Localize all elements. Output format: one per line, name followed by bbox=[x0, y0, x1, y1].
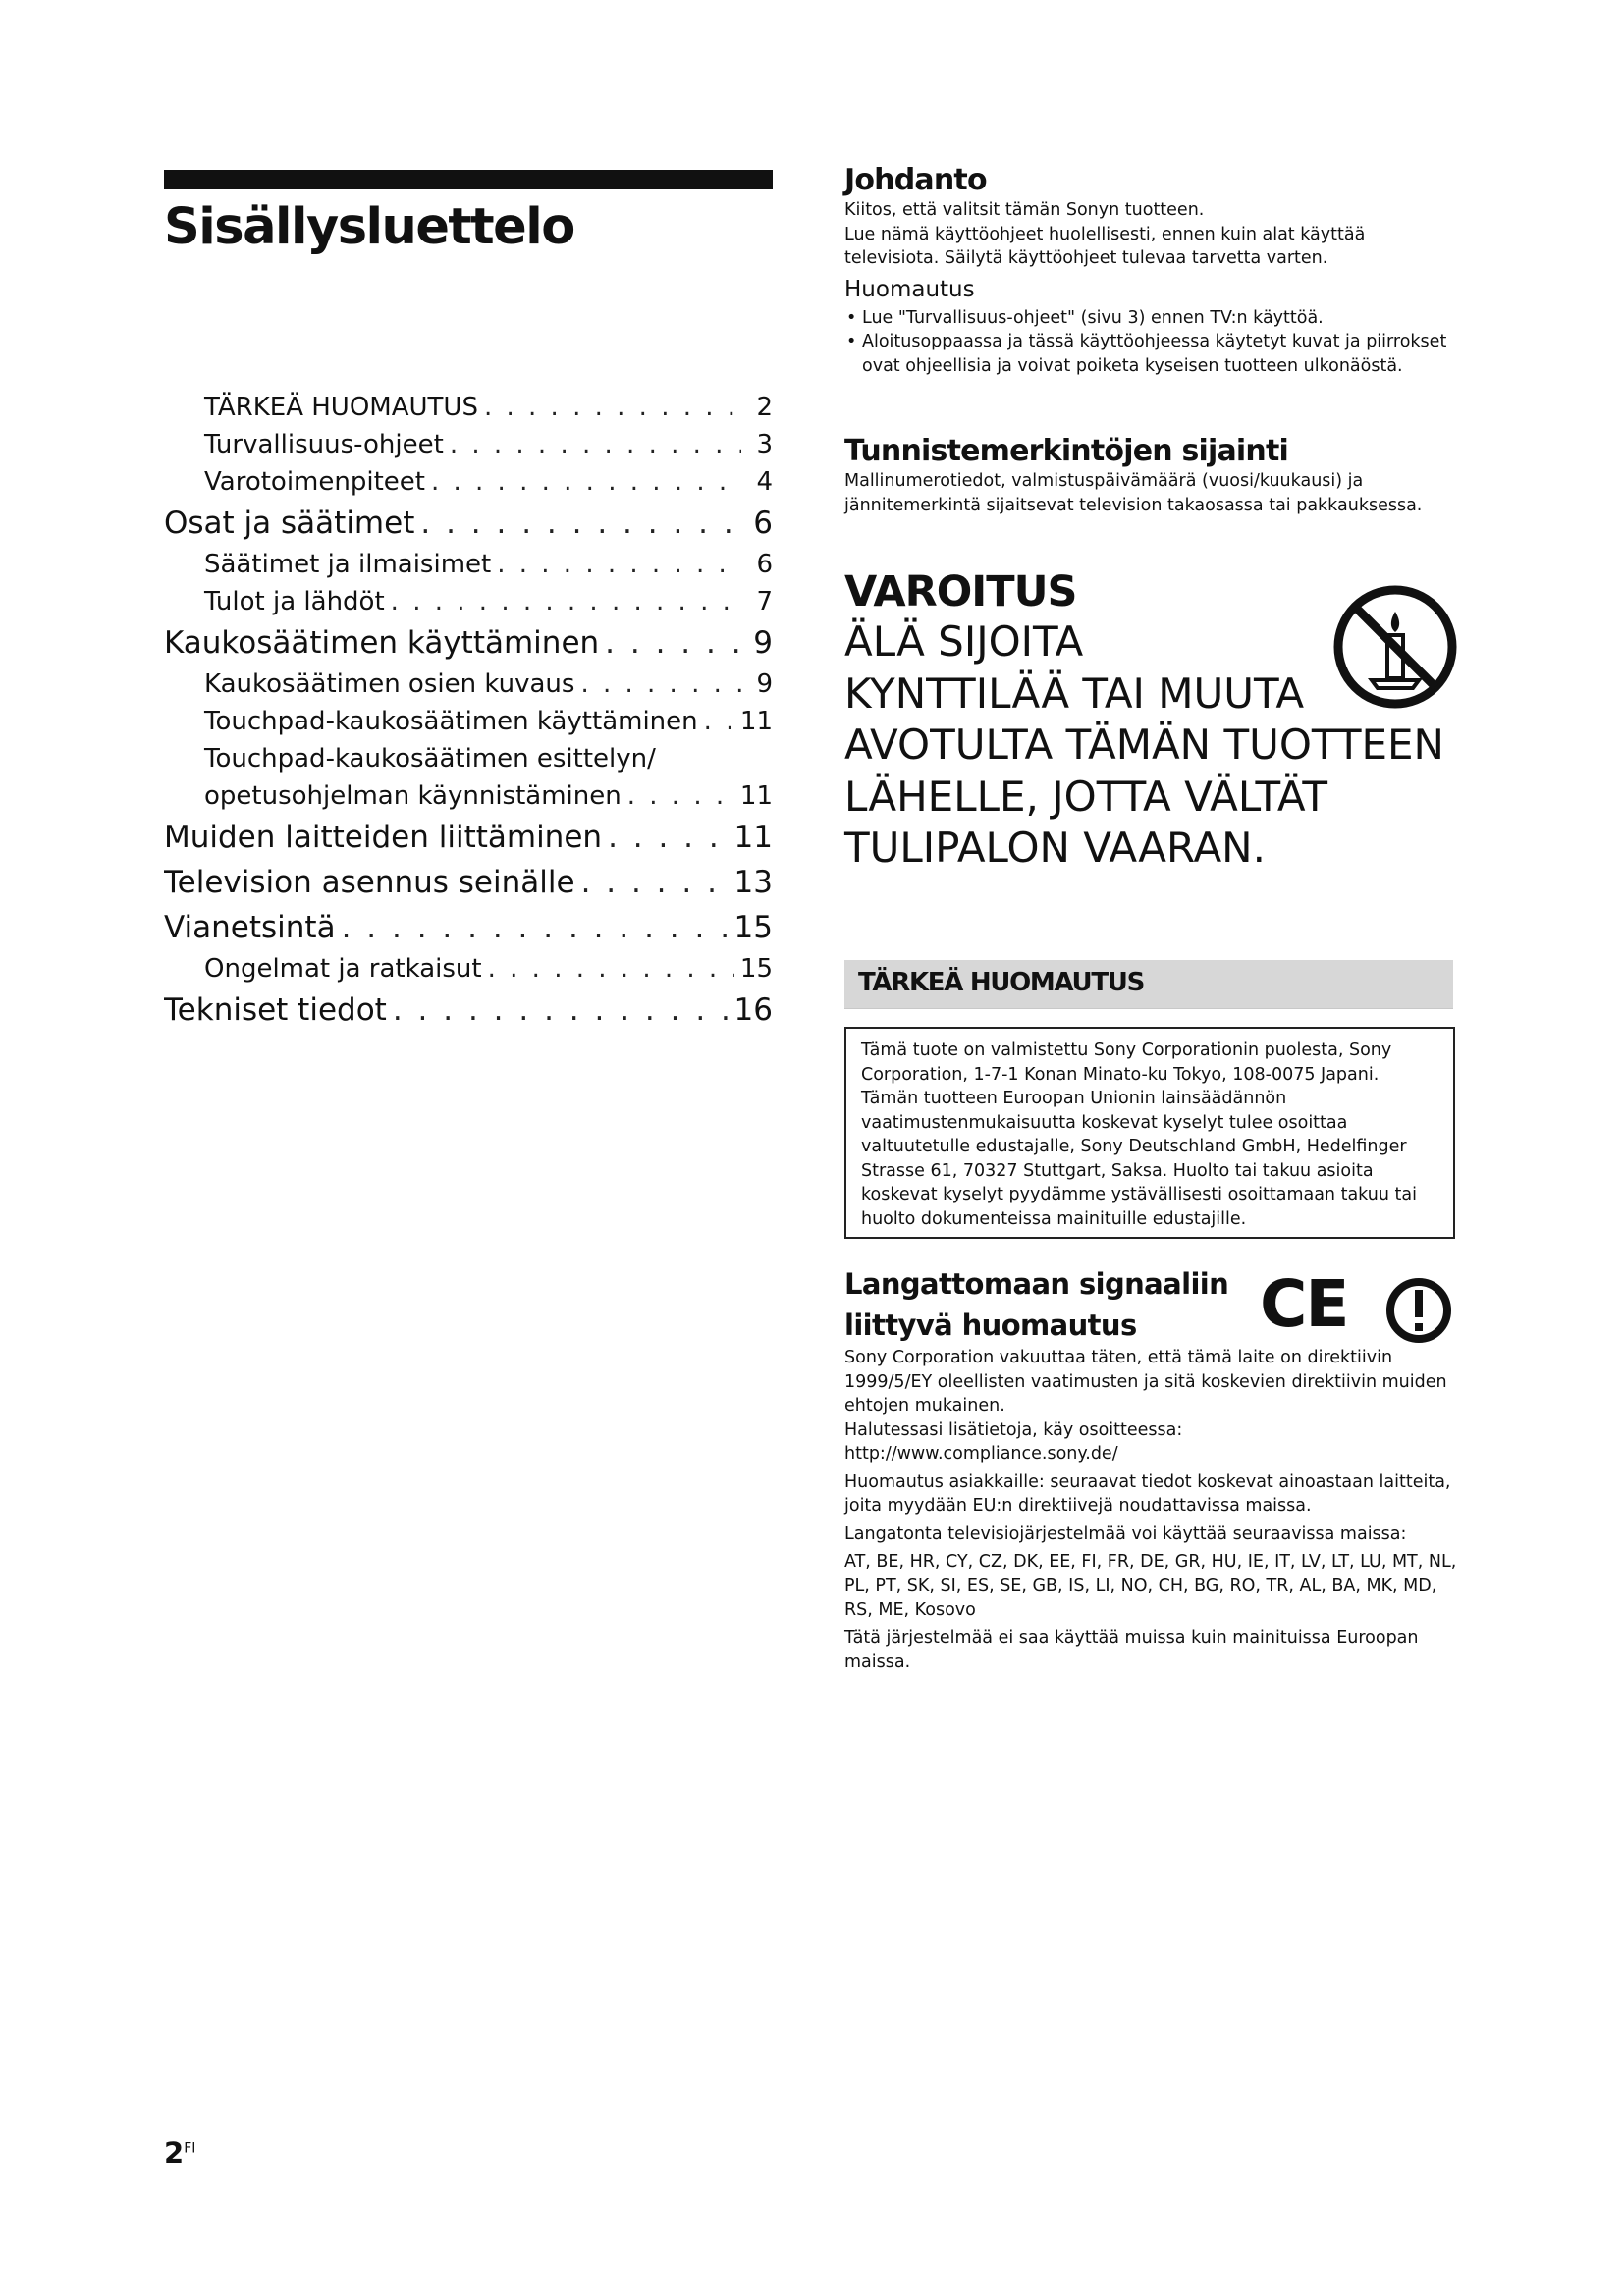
warning-line: LÄHELLE, JOTTA VÄLTÄT bbox=[844, 772, 1328, 821]
toc-entry-title: Kaukosäätimen käyttäminen bbox=[164, 625, 600, 661]
page-number-value: 2 bbox=[164, 2136, 185, 2169]
toc-leader-dots bbox=[580, 666, 741, 703]
toc-entry[interactable] bbox=[164, 546, 773, 583]
important-text: Tämä tuote on valmistettu Sony Corporationin puolesta, Sony Corporation, 1-7-1 Konan Minato-ku Tokyo, 108-0075 Japani. Tämän tuotteen Euroopan Unionin lainsäädännön vaatimustenmukaisuutta koskevat kyselyt tulee osoittaa valtuutetulle edustajalle, Sony Deutschland GmbH, Hedelfinger Strasse 61, 70327 Stuttgart, Saksa. Huolto tai takuu asioita koskevat kyselyt pyydämme ystävällisesti osoittamaan takuu tai huolto dokumenteissa mainituille edustajille. bbox=[861, 1041, 1417, 1229]
important-heading-bar bbox=[844, 960, 1453, 1009]
note-list bbox=[844, 306, 1463, 379]
important-heading: TÄRKEÄ HUOMAUTUS bbox=[858, 968, 1144, 997]
ce-mark: CE bbox=[1260, 1266, 1348, 1342]
toc-leader-dots bbox=[608, 815, 728, 860]
page-number bbox=[164, 2136, 195, 2169]
toc-entry-page: 7 bbox=[756, 587, 773, 616]
toc-entry[interactable] bbox=[164, 777, 773, 815]
toc-leader-dots bbox=[420, 501, 741, 546]
intro-heading: Johdanto bbox=[844, 163, 987, 197]
wireless-declaration: Sony Corporation vakuuttaa täten, että tämä laite on direktiivin 1999/5/EY oleellisten vaatimusten ja sitä koskevien direktiivin muiden ehtojen mukainen. Halutessasi lisätietoja, käy osoitteessa: http://www.compliance.sony.de/ bbox=[844, 1348, 1447, 1464]
toc-entry-title: Touchpad-kaukosäätimen esittelyn/ bbox=[204, 744, 656, 774]
toc-entry[interactable] bbox=[164, 703, 773, 740]
wireless-heading bbox=[844, 1263, 1457, 1346]
toc-leader-dots bbox=[627, 777, 734, 815]
toc-leader-dots bbox=[342, 905, 729, 950]
label-location-heading: Tunnistemerkintöjen sijainti bbox=[844, 434, 1288, 468]
toc-entry[interactable] bbox=[164, 950, 773, 988]
table-of-contents bbox=[164, 389, 773, 1033]
no-candle-icon bbox=[1330, 582, 1460, 712]
toc-entry-page: 3 bbox=[756, 430, 773, 459]
page-language-code: FI bbox=[184, 2140, 196, 2157]
toc-leader-dots bbox=[393, 988, 729, 1033]
toc-entry-page: 2 bbox=[756, 393, 773, 422]
toc-entry-title: Television asennus seinälle bbox=[164, 865, 575, 900]
toc-entry-page: 15 bbox=[733, 910, 773, 945]
toc-leader-dots bbox=[450, 426, 741, 463]
toc-entry-page: 11 bbox=[739, 707, 773, 736]
toc-entry-title: Vianetsintä bbox=[164, 910, 336, 945]
wireless-heading-line: liittyvä huomautus bbox=[844, 1308, 1137, 1342]
warning-line: ÄLÄ SIJOITA bbox=[844, 617, 1084, 666]
toc-entry-title: opetusohjelman käynnistäminen bbox=[204, 781, 622, 811]
label-location-section bbox=[844, 434, 1463, 517]
toc-leader-dots bbox=[497, 546, 741, 583]
toc-entry-title: TÄRKEÄ HUOMAUTUS bbox=[204, 393, 478, 422]
toc-entry-title: Kaukosäätimen osien kuvaus bbox=[204, 669, 575, 699]
important-notice-box bbox=[844, 1027, 1455, 1239]
note-item: • Aloitusoppaassa ja tässä käyttöohjeessa käytetyt kuvat ja piirrokset ovat ohjeellisia ja voivat poiketa kyseisen tuotteen ulkonäöstä. bbox=[844, 330, 1463, 378]
toc-entry-first-line[interactable] bbox=[164, 740, 773, 777]
wireless-restriction: Tätä järjestelmää ei saa käyttää muissa kuin mainituissa Euroopan maissa. bbox=[844, 1628, 1419, 1672]
toc-leader-dots bbox=[488, 950, 734, 988]
toc-entry-title: Ongelmat ja ratkaisut bbox=[204, 954, 482, 984]
toc-entry-page: 9 bbox=[756, 669, 773, 699]
warning-line: AVOTULTA TÄMÄN TUOTTEEN bbox=[844, 721, 1444, 769]
toc-entry[interactable] bbox=[164, 860, 773, 905]
toc-entry[interactable] bbox=[164, 620, 773, 666]
toc-entry-page: 11 bbox=[733, 820, 773, 855]
toc-entry[interactable] bbox=[164, 426, 773, 463]
toc-entry[interactable] bbox=[164, 501, 773, 546]
toc-leader-dots bbox=[431, 463, 741, 501]
toc-leader-dots bbox=[605, 620, 741, 666]
toc-entry-title: Tekniset tiedot bbox=[164, 992, 387, 1028]
toc-entry-title: Muiden laitteiden liittäminen bbox=[164, 820, 603, 855]
toc-entry[interactable] bbox=[164, 988, 773, 1033]
wireless-customer-note: Huomautus asiakkaille: seuraavat tiedot koskevat ainoastaan laitteita, joita myydään EU:n direktiivejä noudattavissa maissa. bbox=[844, 1471, 1451, 1516]
toc-entry[interactable] bbox=[164, 666, 773, 703]
toc-entry-page: 6 bbox=[756, 550, 773, 579]
toc-title: Sisällysluettelo bbox=[164, 198, 574, 256]
wireless-country-list: AT, BE, HR, CY, CZ, DK, EE, FI, FR, DE, GR, HU, IE, IT, LV, LT, LU, MT, NL, PL, PT, SK, SI, ES, SE, GB, IS, LI, NO, CH, BG, RO, TR, AL, BA, MK, MD, RS, ME, Kosovo bbox=[844, 1552, 1457, 1620]
toc-entry-page: 11 bbox=[739, 781, 773, 811]
toc-entry[interactable] bbox=[164, 389, 773, 426]
toc-entry-title: Osat ja säätimet bbox=[164, 506, 415, 541]
warning-line: KYNTTILÄÄ TAI MUUTA bbox=[844, 668, 1305, 718]
toc-entry[interactable] bbox=[164, 463, 773, 501]
toc-entry-page: 16 bbox=[733, 992, 773, 1028]
note-item: • Lue "Turvallisuus-ohjeet" (sivu 3) ennen TV:n käyttöä. bbox=[844, 306, 1463, 331]
toc-entry-title: Turvallisuus-ohjeet bbox=[204, 430, 444, 459]
toc-entry-page: 6 bbox=[753, 506, 773, 541]
warning-title: VAROITUS bbox=[844, 567, 1077, 616]
toc-leader-dots bbox=[484, 389, 741, 426]
toc-entry-title: Varotoimenpiteet bbox=[204, 467, 425, 497]
toc-entry-page: 4 bbox=[756, 467, 773, 497]
toc-entry-title: Tulot ja lähdöt bbox=[204, 587, 385, 616]
note-heading: Huomautus bbox=[844, 276, 975, 302]
toc-leader-dots bbox=[581, 860, 729, 905]
toc-entry-page: 13 bbox=[733, 865, 773, 900]
wireless-countries-intro: Langatonta televisiojärjestelmää voi käyttää seuraavissa maissa: bbox=[844, 1523, 1407, 1544]
intro-section bbox=[844, 163, 1463, 378]
warning-line: TULIPALON VAARAN. bbox=[844, 824, 1266, 872]
intro-paragraph: Kiitos, että valitsit tämän Sonyn tuotteen. Lue nämä käyttöohjeet huolellisesti, ennen kuin alat käyttää televisiota. Säilytä käyttöohjeet tulevaa tarvetta varten. bbox=[844, 200, 1366, 268]
toc-leader-dots bbox=[391, 583, 741, 620]
toc-entry[interactable] bbox=[164, 815, 773, 860]
toc-entry[interactable] bbox=[164, 583, 773, 620]
toc-leader-dots bbox=[704, 703, 734, 740]
label-location-text: Mallinumerotiedot, valmistuspäivämäärä (vuosi/kuukausi) ja jännitemerkintä sijaitsevat television takaosassa tai pakkauksessa. bbox=[844, 471, 1423, 515]
toc-entry-title: Säätimet ja ilmaisimet bbox=[204, 550, 492, 579]
toc-entry-page: 9 bbox=[753, 625, 773, 661]
title-rule bbox=[164, 170, 773, 189]
wireless-section bbox=[844, 1263, 1457, 1675]
alert-circle-icon bbox=[1384, 1276, 1453, 1345]
toc-entry-page: 15 bbox=[739, 954, 773, 984]
toc-entry-title: Touchpad-kaukosäätimen käyttäminen bbox=[204, 707, 698, 736]
toc-entry[interactable] bbox=[164, 905, 773, 950]
wireless-heading-line: Langattomaan signaaliin bbox=[844, 1267, 1229, 1301]
